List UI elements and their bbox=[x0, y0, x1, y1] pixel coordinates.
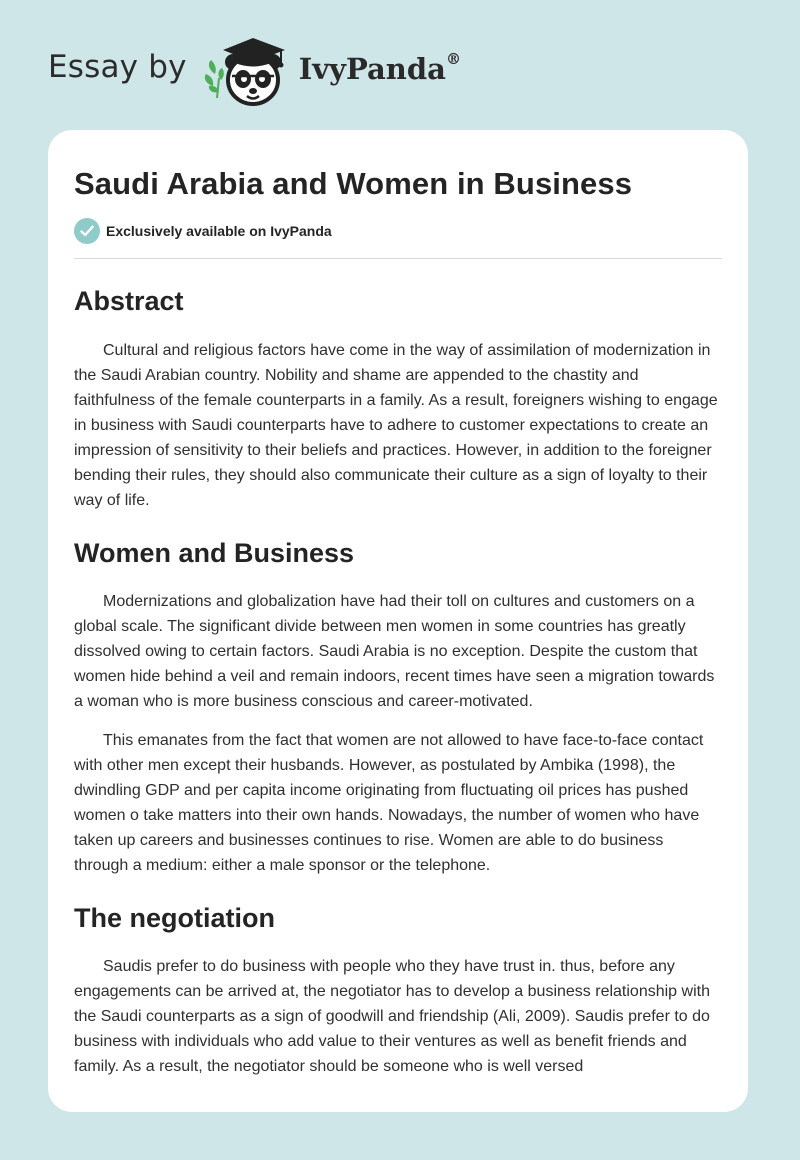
essay-title: Saudi Arabia and Women in Business bbox=[74, 166, 633, 201]
section-abstract bbox=[74, 285, 722, 512]
exclusive-badge bbox=[74, 218, 722, 244]
paragraph: Modernizations and globalization have had their toll on cultures and customers on a global scale. The significant divide between men women in some countries has greatly dissolved owing to certain factors. Saudi Arabia is no exception. Despite the custom that women hide behind a veil and remain indoors, recent times have seen a migration towards a woman who is more business conscious and career-motivated. bbox=[74, 593, 715, 711]
registered-mark: ® bbox=[445, 50, 461, 69]
paragraph: Saudis prefer to do business with people who they have trust in. thus, before any engagements can be arrived at, the negotiator has to develop a business relationship with the Saudi counterparts as a sign of goodwill and friendship (Ali, 2009). Saudis prefer to do business with individuals who add value to their ventures as well as benefit friends and family. As a result, the negotiator should be someone who is well versed bbox=[74, 958, 710, 1076]
section-heading: Women and Business bbox=[74, 537, 355, 568]
section-heading: The negotiation bbox=[74, 903, 275, 934]
panda-logo-icon[interactable] bbox=[201, 34, 297, 108]
check-icon bbox=[74, 218, 100, 244]
section-the-negotiation bbox=[74, 902, 722, 1079]
title-divider bbox=[74, 258, 722, 259]
brand-name[interactable]: IvyPanda® bbox=[298, 50, 461, 86]
paragraph: This emanates from the fact that women are not allowed to have face-to-face contact with other men except their husbands. However, as postulated by Ambika (1998), the dwindling GDP and per capita income originating from fluctuating oil prices has pushed women o take matters into their own hands. Nowadays, the number of women who have taken up careers and businesses continues to rise. Women are able to do business through a medium: either a male sponsor or the telephone. bbox=[74, 732, 704, 875]
site-header bbox=[48, 34, 508, 108]
paragraph: Cultural and religious factors have come in the way of assimilation of modernization in the Saudi Arabian country. Nobility and shame are appended to the chastity and faithfulness of the female counterparts in a family. As a result, foreigners wishing to engage in business with Saudi counterparts have to adhere to customer expectations to create an impression of sensitivity to their beliefs and practices. However, in addition to the foreigner bending their rules, they should also communicate their culture as a sign of loyalty to their way of life. bbox=[74, 341, 718, 509]
essay-card bbox=[48, 130, 748, 1112]
exclusive-label: Exclusively available on IvyPanda bbox=[106, 223, 332, 240]
brand-prefix: Essay by bbox=[48, 49, 187, 85]
section-women-and-business bbox=[74, 537, 722, 878]
section-heading: Abstract bbox=[74, 286, 184, 317]
